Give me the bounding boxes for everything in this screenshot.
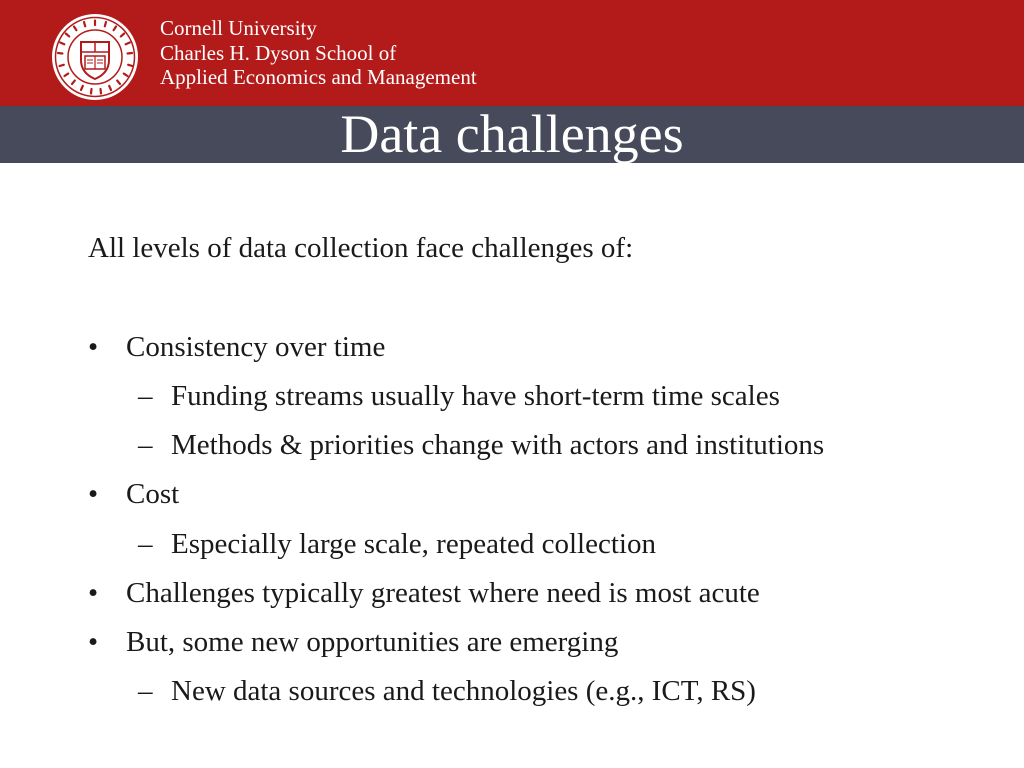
bullet-marker: • bbox=[88, 331, 99, 363]
bullet-text: Cost bbox=[126, 478, 180, 510]
dash-marker: – bbox=[138, 528, 153, 560]
cornell-seal-icon bbox=[50, 12, 140, 102]
sub-bullet-text: Methods & priorities change with actors and institutions bbox=[171, 429, 825, 461]
department-name: Applied Economics and Management bbox=[160, 65, 477, 89]
bullet-text: Consistency over time bbox=[126, 331, 386, 363]
bullet-text: Challenges typically greatest where need is most acute bbox=[126, 577, 760, 609]
bullet-marker: • bbox=[88, 626, 99, 658]
bullet-marker: • bbox=[88, 577, 99, 609]
dash-marker: – bbox=[138, 380, 153, 412]
header-band bbox=[0, 0, 1024, 106]
bullet-text: But, some new opportunities are emerging bbox=[126, 626, 619, 658]
sub-bullet-text: Especially large scale, repeated collection bbox=[171, 528, 656, 560]
sub-bullet-text: Funding streams usually have short-term time scales bbox=[171, 380, 780, 412]
university-name-block bbox=[160, 16, 477, 90]
bullet-marker: • bbox=[88, 478, 99, 510]
university-name: Cornell University bbox=[160, 16, 317, 40]
school-name: Charles H. Dyson School of bbox=[160, 40, 397, 65]
intro-text: All levels of data collection face challenges of: bbox=[88, 232, 634, 264]
slide-title: Data challenges bbox=[340, 104, 684, 164]
dash-marker: – bbox=[138, 675, 153, 707]
sub-bullet-text: New data sources and technologies (e.g., ICT, RS) bbox=[171, 675, 756, 707]
dash-marker: – bbox=[138, 429, 153, 461]
